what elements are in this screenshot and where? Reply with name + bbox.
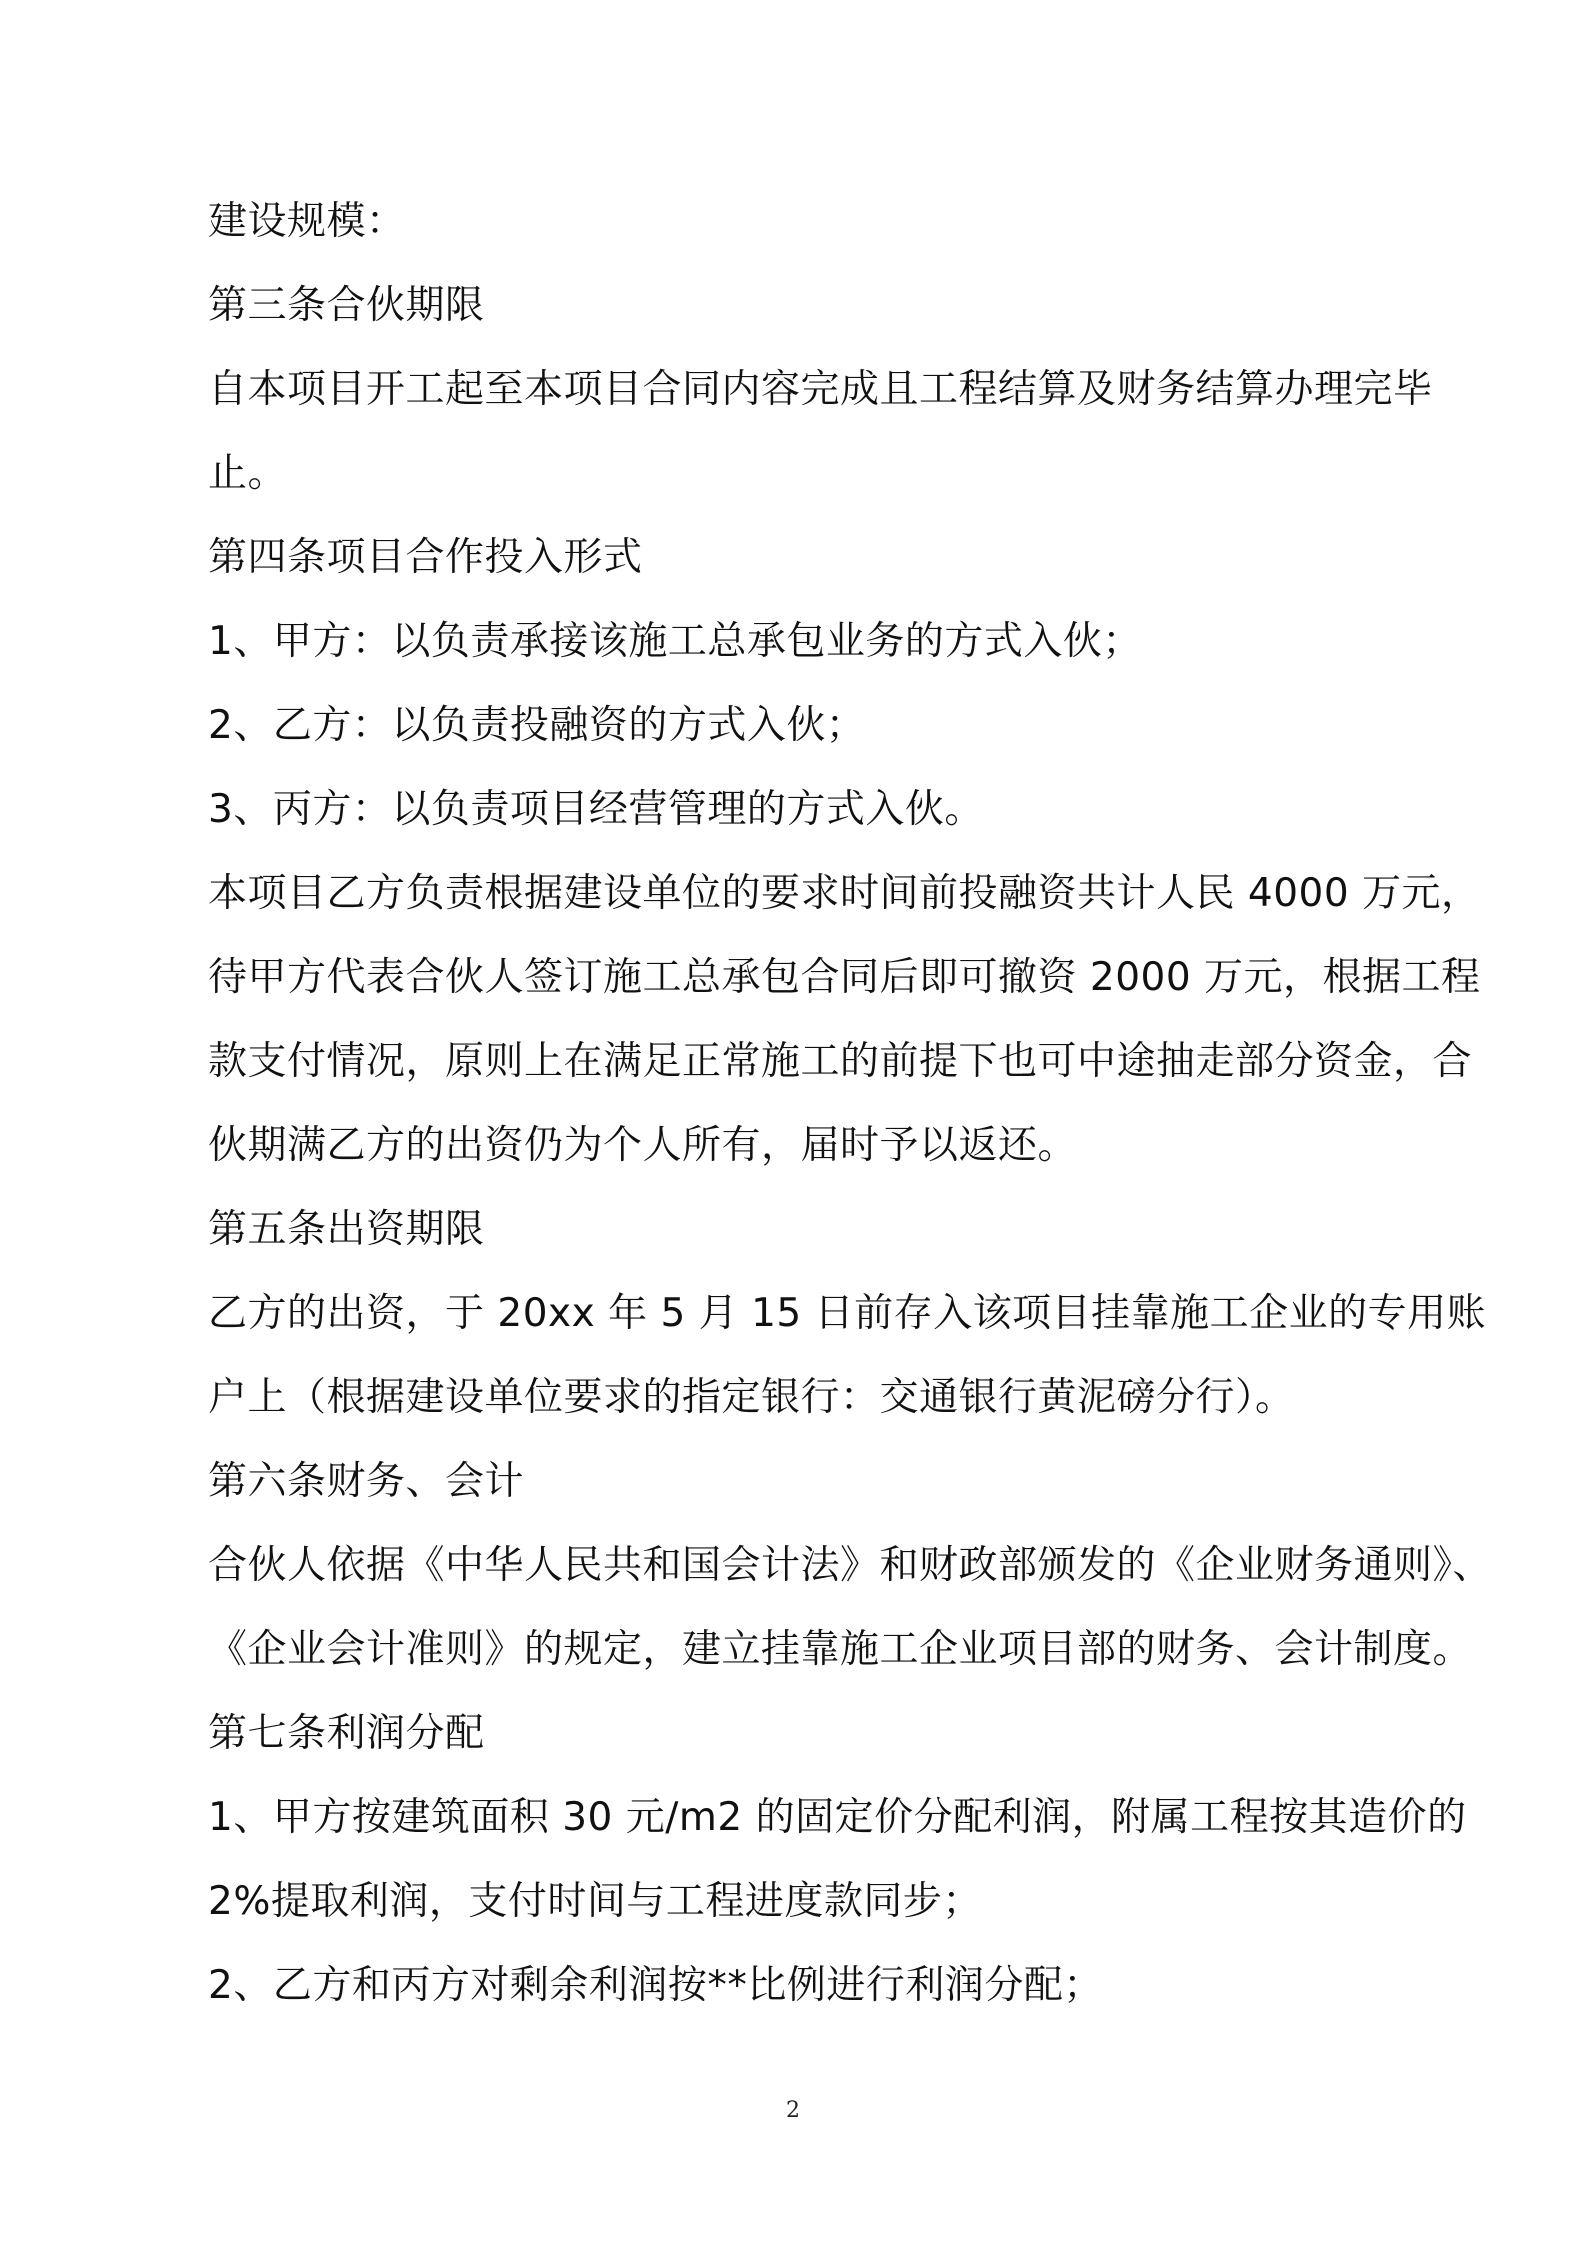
text-line: 款支付情况，原则上在满足正常施工的前提下也可中途抽走部分资金，合 <box>208 1039 1473 1084</box>
text-line: 乙方的出资，于 20xx 年 5 月 15 日前存入该项目挂靠施工企业的专用账 <box>208 1291 1487 1336</box>
list-item: 1、甲方：以负责承接该施工总承包业务的方式入伙； <box>208 619 1142 664</box>
text-line: 待甲方代表合伙人签订施工总承包合同后即可撤资 2000 万元，根据工程 <box>208 955 1481 1000</box>
text-line: 户上（根据建设单位要求的指定银行：交通银行黄泥磅分行）。 <box>208 1375 1295 1420</box>
section-heading: 第四条项目合作投入形式 <box>208 535 643 580</box>
text-line: 合伙人依据《中华人民共和国会计法》和财政部颁发的《企业财务通则》、 <box>208 1543 1493 1588</box>
list-item: 2、乙方和丙方对剩余利润按**比例进行利润分配； <box>208 1963 1103 2008</box>
text-line: 建设规模： <box>208 199 406 244</box>
text-line: 自本项目开工起至本项目合同内容完成且工程结算及财务结算办理完毕 <box>208 367 1433 412</box>
text-line: 伙期满乙方的出资仍为个人所有，届时予以返还。 <box>208 1123 1078 1168</box>
page-number: 2 <box>786 2098 800 2123</box>
text-line: 本项目乙方负责根据建设单位的要求时间前投融资共计人民 4000 万元， <box>208 871 1481 916</box>
list-item: 3、丙方：以负责项目经营管理的方式入伙。 <box>208 787 984 832</box>
section-heading: 第五条出资期限 <box>208 1207 485 1252</box>
document-body <box>208 180 1493 2028</box>
text-line: 止。 <box>208 451 288 496</box>
text-line: 2%提取利润，支付时间与工程进度款同步； <box>208 1879 982 1924</box>
section-heading: 第六条财务、会计 <box>208 1459 525 1504</box>
text-line: 《企业会计准则》的规定，建立挂靠施工企业项目部的财务、会计制度。 <box>208 1627 1473 1672</box>
section-heading: 第三条合伙期限 <box>208 283 485 328</box>
section-heading: 第七条利润分配 <box>208 1711 485 1756</box>
list-item: 1、甲方按建筑面积 30 元/m2 的固定价分配利润，附属工程按其造价的 <box>208 1795 1467 1840</box>
list-item: 2、乙方：以负责投融资的方式入伙； <box>208 703 866 748</box>
